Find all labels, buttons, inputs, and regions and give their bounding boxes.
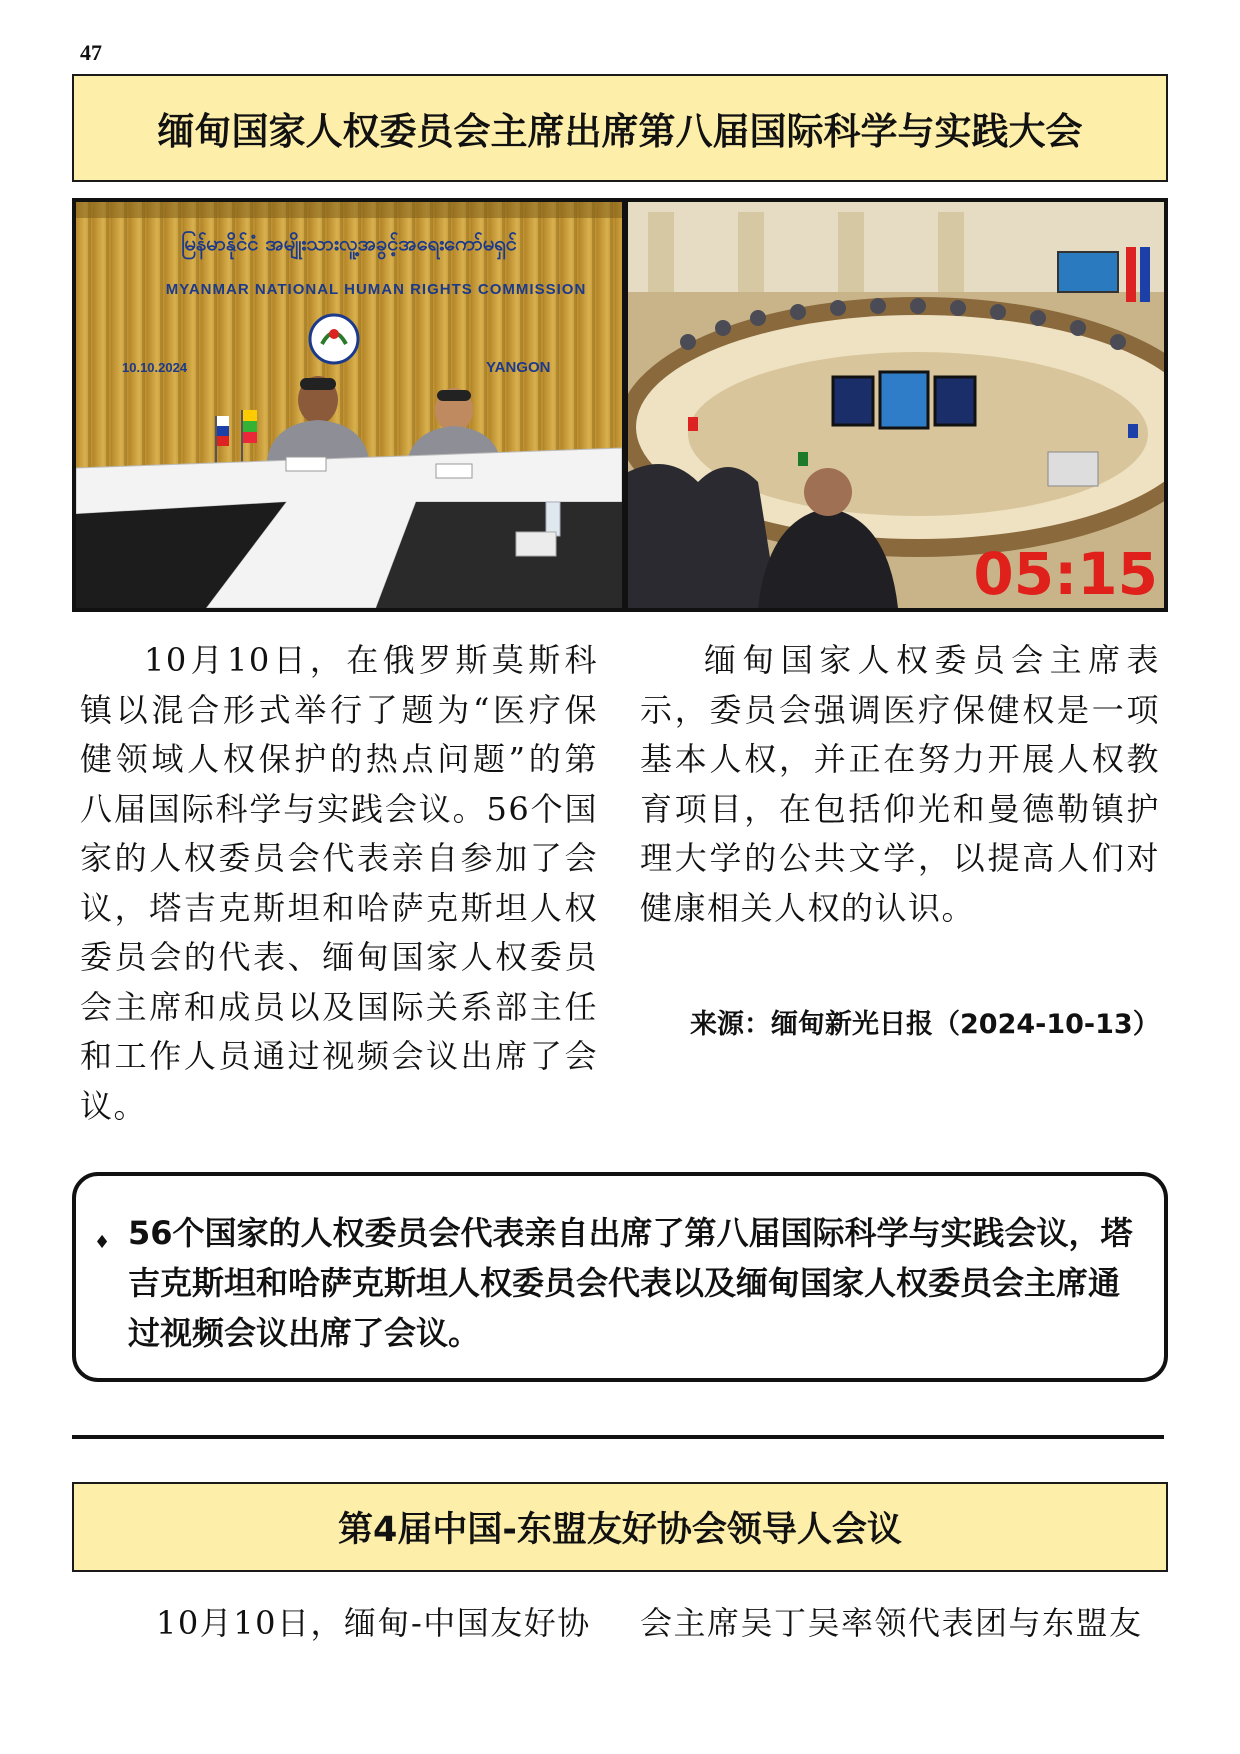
article2-text-right: 会主席吴丁吴率领代表团与东盟友 bbox=[640, 1604, 1143, 1642]
article-title-2: 第4届中国-东盟友好协会领导人会议 bbox=[72, 1482, 1168, 1572]
article-paragraph-left: 10月10日，在俄罗斯莫斯科镇以混合形式举行了题为“医疗保健领域人权保护的热点问题”的第八届国际科学与实践会议。56个国家的人权委员会代表亲自参加了会议，塔吉克斯坦和哈萨克斯坦人权委员会的代表、缅甸国家人权委员会主席和成员以及国际关系部主任和工作人员通过视频会议出席了会议。 bbox=[80, 641, 598, 1125]
banner-english-text: MYANMAR NATIONAL HUMAN RIGHTS COMMISSION bbox=[165, 281, 587, 298]
photo-moscow-conference-hall bbox=[628, 202, 1164, 608]
diamond-bullet-icon: ♦ bbox=[94, 1232, 111, 1253]
article2-text-left: 10月10日，缅甸-中国友好协 bbox=[156, 1604, 591, 1642]
photo-date-label: 10.10.2024 bbox=[122, 360, 188, 375]
article-source: 来源：缅甸新光日报（2024-10-13） bbox=[690, 1009, 1160, 1040]
page-number: 47 bbox=[80, 40, 102, 65]
summary-text: 56个国家的人权委员会代表亲自出席了第八届国际科学与实践会议，塔吉克斯坦和哈萨克斯坦人权委员会代表以及缅甸国家人权委员会主席通过视频会议出席了会议。 bbox=[128, 1214, 1133, 1352]
photo-myanmar-nhrc-room bbox=[76, 202, 628, 608]
photo-strip bbox=[72, 198, 1168, 612]
video-timer: 05:15 bbox=[973, 540, 1158, 608]
photo-city-label: YANGON bbox=[486, 359, 551, 376]
section-divider bbox=[72, 1435, 1164, 1439]
summary-box bbox=[72, 1172, 1168, 1382]
article-paragraph-right: 缅甸国家人权委员会主席表示，委员会强调医疗保健权是一项基本人权，并正在努力开展人权教育项目，在包括仰光和曼德勒镇护理大学的公共文学，以提高人们对健康相关人权的认识。 bbox=[640, 641, 1160, 927]
banner-myanmar-text: မြန်မာနိုင်ငံ အမျိုးသားလူ့အခွင့်အရေးကော်မရှင် bbox=[181, 231, 517, 255]
nhrc-emblem-icon bbox=[310, 315, 358, 363]
article-title: 缅甸国家人权委员会主席出席第八届国际科学与实践大会 bbox=[72, 74, 1168, 182]
